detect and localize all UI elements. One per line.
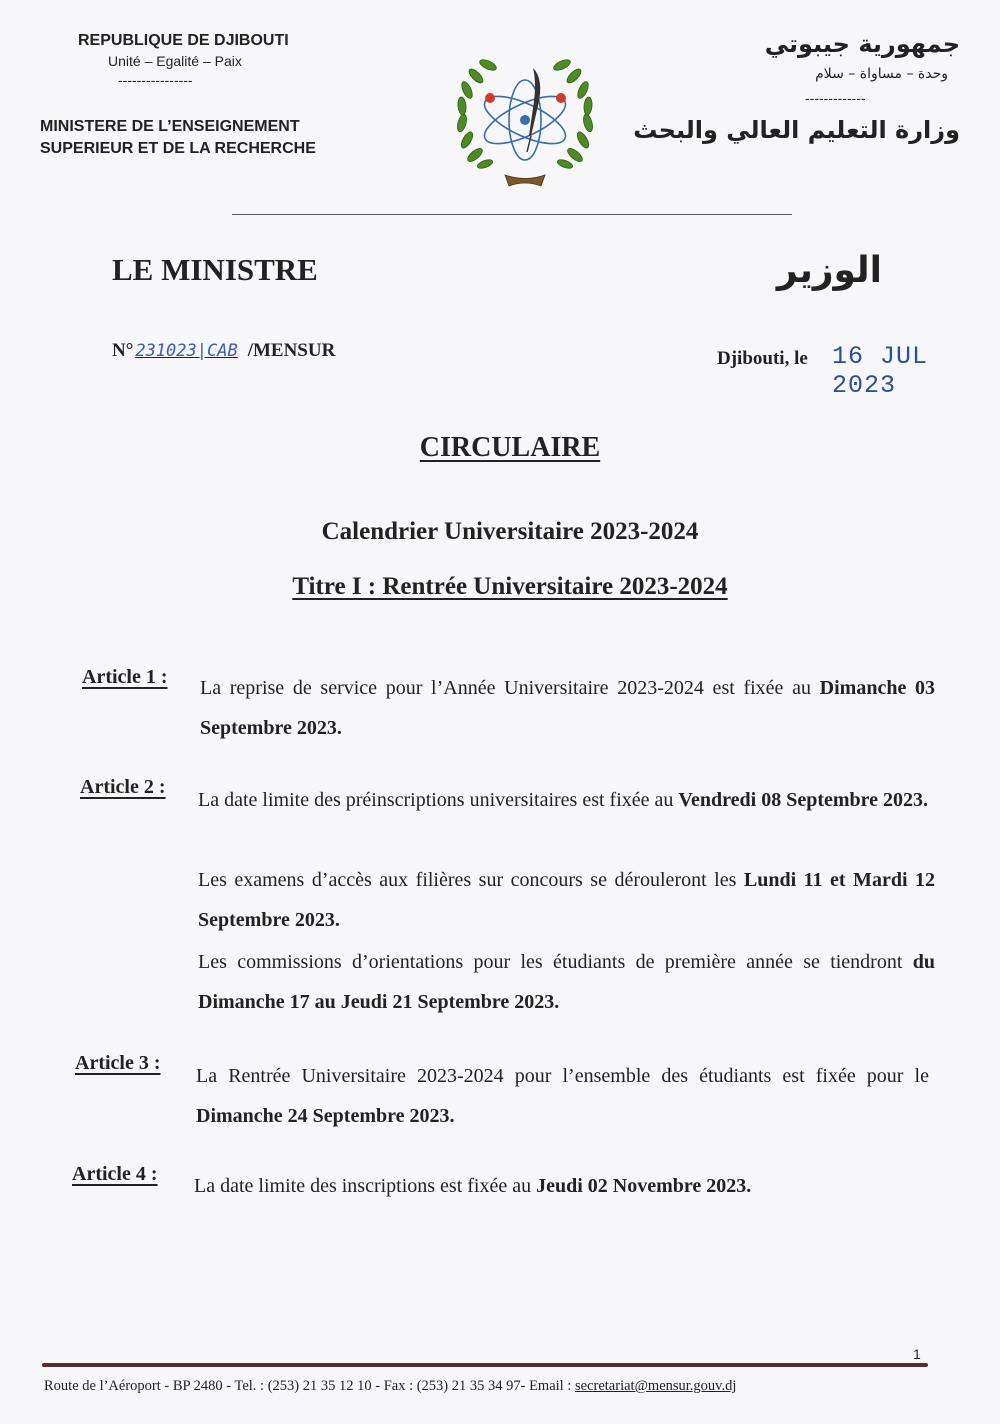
header-separator-left: ---------------- [118, 72, 193, 88]
ministry-emblem [445, 40, 605, 190]
article-4-label: Article 4 : [72, 1163, 158, 1185]
footer-contact [44, 1378, 736, 1395]
article-2-p1-date: Vendredi 08 Septembre 2023. [678, 789, 929, 811]
date-label: Djibouti, le [717, 348, 808, 369]
article-2-p2-date: Lundi 11 et Mardi 12 Septembre 2023. [198, 869, 935, 931]
article-1-date: Dimanche 03 Septembre 2023. [200, 677, 936, 739]
document-type: CIRCULAIRE [419, 432, 601, 463]
header-separator-right: ------------- [805, 90, 866, 106]
reference-number [112, 340, 335, 362]
article-3-body: La Rentrée Universitaire 2023-2024 pour l’ensemble des étudiants est fixée pour le [196, 1065, 929, 1087]
article-2-p2-body: Les examens d’accès aux filières sur concours se dérouleront les [198, 869, 744, 891]
article-1-body: La reprise de service pour l’Année Universitaire 2023-2024 est fixée au [200, 677, 811, 699]
reference-prefix: N° [112, 340, 134, 361]
national-motto: Unité – Egalité – Paix [108, 53, 242, 69]
article-2-paragraph-3 [198, 942, 935, 1022]
minister-title-arabic: الوزير [776, 250, 882, 291]
article-2-paragraph-2 [198, 860, 935, 940]
article-4-text [194, 1166, 934, 1206]
laurel-atom-emblem-icon [445, 40, 605, 190]
ministry-name-arabic: وزارة التعليم العالي والبحث [633, 116, 960, 144]
article-1-label: Article 1 : [82, 666, 168, 688]
national-motto-arabic: وحدة – مساواة – سلام [815, 66, 948, 82]
article-4-date: Jeudi 02 Novembre 2023. [536, 1175, 752, 1197]
article-3-label: Article 3 : [75, 1052, 161, 1074]
article-2-label: Article 2 : [80, 776, 166, 798]
page-number: 1 [913, 1346, 921, 1362]
reference-handwritten-number: 231023|CAB [135, 341, 238, 361]
article-2-paragraph-1 [198, 780, 935, 820]
ministry-name-line1: MINISTERE DE L’ENSEIGNEMENT [40, 118, 300, 135]
reference-suffix: /MENSUR [247, 340, 336, 361]
footer-divider [42, 1363, 928, 1367]
footer-address: Route de l’Aéroport - BP 2480 - Tel. : (253) 21 35 12 10 - Fax : (253) 21 35 34 97- Email : [44, 1378, 575, 1394]
minister-title: LE MINISTRE [112, 252, 318, 287]
document-subtitle: Calendrier Universitaire 2023-2024 [321, 518, 699, 545]
section-title: Titre I : Rentrée Universitaire 2023-2024 [292, 573, 728, 600]
article-2-p3-date: du Dimanche 17 au Jeudi 21 Septembre 2023. [198, 951, 935, 1013]
article-2-p3-body: Les commissions d’orientations pour les étudiants de première année se tiendront [198, 951, 913, 973]
article-3-text [196, 1056, 929, 1136]
country-name-arabic: جمهورية جيبوتي [764, 30, 960, 58]
footer-email-link[interactable]: secretariat@mensur.gouv.dj [575, 1378, 737, 1394]
country-name: REPUBLIQUE DE DJIBOUTI [78, 32, 289, 49]
article-1-text [200, 668, 935, 748]
article-4-body: La date limite des inscriptions est fixée au [194, 1175, 537, 1197]
date-stamp: 16 JUL 2023 [832, 342, 929, 400]
ministry-name-line2: SUPERIEUR ET DE LA RECHERCHE [40, 140, 316, 157]
header-divider [232, 214, 792, 215]
article-2-p1-body: La date limite des préinscriptions universitaires est fixée au [198, 789, 679, 811]
article-3-date: Dimanche 24 Septembre 2023. [196, 1105, 455, 1127]
